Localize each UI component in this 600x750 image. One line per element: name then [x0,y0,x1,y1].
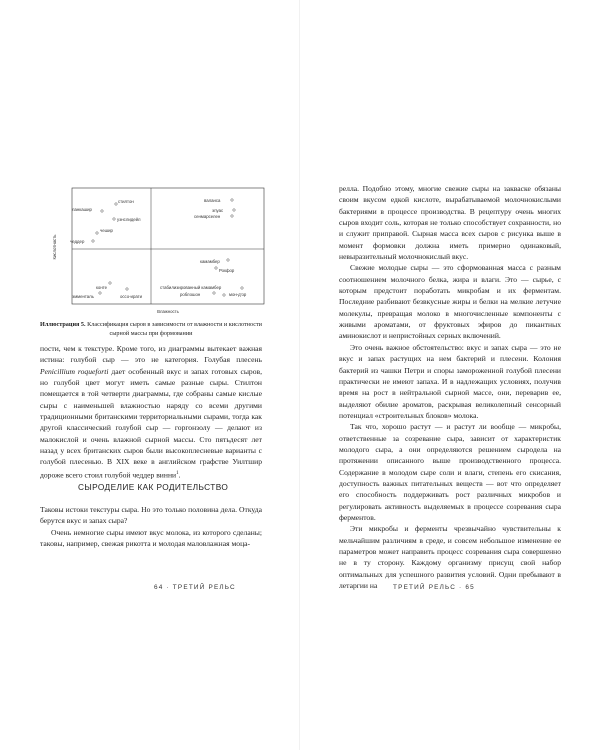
cheese-label: чешир [100,228,113,233]
cheese-point [231,199,233,201]
cheese-label: ланкашир [72,207,92,212]
right-paragraph-5: Эти микробы и ферменты чрезвычайно чувствительны к мельчайшим различиям в среде, и совсем небольшое изменение ее параметров может направить процесс созревания сыра совершенно не в ту сторону. Каждому организму присущ свой набор оптимальных для успешного развития условий. Одни пребывают в летаргии на [339,524,561,591]
cheese-label: чеддер [70,239,85,244]
cheese-point [96,232,98,234]
cheese-point [101,210,103,212]
axis-x-title: Влажность [157,309,179,314]
left-paragraph-1 [40,343,262,481]
cheese-label: уэнслидейл [117,217,141,222]
right-paragraph-4: Так что, хорошо растут — и растут ли вообще — микробы, ответственные за созревание сыра, зависит от характеристик молодого сыра, а они определяются решением сыродела на протяжении описанного выше производственного процесса. Содержание в молодом сыре соли и влаги, степень его скисания, доступность важных питательных веществ — вот что определяет его способность поддерживать рост различных микробов и регулировать активность выделяемых в процессе созревания сыра ферментов. [339,422,561,522]
cheese-point [109,282,111,284]
left-paragraph-3: Очень немногие сыры имеют вкус молока, из которого сделаны; таковы, например, свежая рикотта и молодая маловлажная моца- [40,527,262,549]
caption-text: Классификация сыров в зависимости от влажности и кислотности сырной массы при формовании [85,321,262,337]
section-heading: СЫРОДЕЛИЕ КАК РОДИТЕЛЬСТВО [78,482,229,492]
cheese-point [113,218,115,220]
left-text-block-2 [40,504,262,549]
left-page-footer: 64 · ТРЕТИЙ РЕЛЬС [154,584,236,591]
axis-y-title: Кислотность [52,234,57,260]
cheese-label: конте [96,285,108,290]
cheese-point [233,209,235,211]
cheese-classification-diagram [52,186,266,316]
left-paragraph-1-text: пости, чем к текстуре. Кроме того, из диаграммы вытекает важная истина: голубой сыр — это не категория. Голубая плесень [40,344,262,365]
right-paragraph-1: релла. Подобно этому, многие свежие сыры на закваске обязаны своим вкусом едкой кислоте, вырабатываемой молочнокислыми бактериями в процессе производства. В рецептуру очень многих сыров входит соль, которая не только способствует сохранности, но и служит приправой. Сырная масса всех сыров с рисунка выше в момент формовки должна иметь примерно одинаковый, невыразительный молочнокислый вкус. [339,184,561,262]
cheese-label: камамбер [200,259,220,264]
cheese-label: эмменталь [72,294,94,299]
left-text-block-1 [40,343,262,481]
cheese-label: сенмарселен [194,214,221,219]
left-paragraph-1-latin: Penicillium roqueforti [40,366,109,376]
cheese-point [115,203,117,205]
cheese-point [231,215,233,217]
cheese-point [215,267,217,269]
cheese-label: стабилизированный камамбер [160,285,222,290]
cheese-label: мон-д'ор [229,292,247,297]
diagram-svg [52,186,266,316]
left-paragraph-1-end: . [178,470,181,480]
cheese-point [223,294,225,296]
cheese-label: Рокфор [219,268,235,273]
cheese-label: валанса [204,198,221,203]
left-paragraph-1-rest: дает особенный вкус и запах готовых сыров, но голубой цвет могут иметь самые разные сыры. Стилтон помещается в той четверти диаграммы, где собраны самые кислые сыры с наименьшей влажностью наряду со всеми другими традиционными британскими территориальными сырами, тогда как другой классический голубой сыр — горгонзолу — делают из малокислой и очень влажной сырной массы. Сто пятьдесят лет назад у всех британских сыров были высокоплесневые варианты с голубой плесенью. В XIX веке в английском графстве Уилтшир дороже всего стоил голубой чеддер винни [40,366,262,480]
left-paragraph-2: Таковы истоки текстуры сыра. Но это только половина дела. Откуда берутся вкус и запах сыра? [40,505,262,526]
cheese-point [99,292,101,294]
right-page-footer: ТРЕТИЙ РЕЛЬС · 65 [393,584,475,591]
cheese-point [126,288,128,290]
cheese-label: оссо-ирати [120,294,143,299]
cheese-point [227,259,229,261]
right-text-block [339,183,561,591]
right-paragraph-3: Это очень важное обстоятельство: вкус и запах сыра — это не вкус и запах растущих на нем бактерий и плесени. Колония бактерий из чашки Петри и споры замороженной голубой плесени практически не имеют запаха. И в надлежащих условиях, получив время на рост в нейтральной сырной массе, они, переварив ее, выделяют обилие ароматов, раскрывая великолепный сенсорный потенциал «строительных блоков» молока. [339,342,561,420]
cheese-label: стилтон [118,199,134,204]
cheese-label: эпуас [212,208,224,213]
caption-label: Иллюстрация 5. [40,321,86,328]
footnote-ref: 1 [176,470,179,476]
cheese-label: роблошон [180,292,201,297]
figure-caption [40,321,262,338]
right-paragraph-2: Свежие молодые сыры — это сформованная масса с разным соотношением молочного белка, жира и влаги. Это — сырье, с которым предстоит поработать микробам и их ферментам. Последние разбивают безвкусные жиры и белки на мелкие летучие молекулы, превращая молоко в многочисленные компоненты с живыми ароматами, от фруктовых эфиров до пикантных аминокислот и непристойных серных включений. [339,263,561,341]
cheese-point [213,292,215,294]
cheese-point [92,240,94,242]
cheese-point [241,287,243,289]
